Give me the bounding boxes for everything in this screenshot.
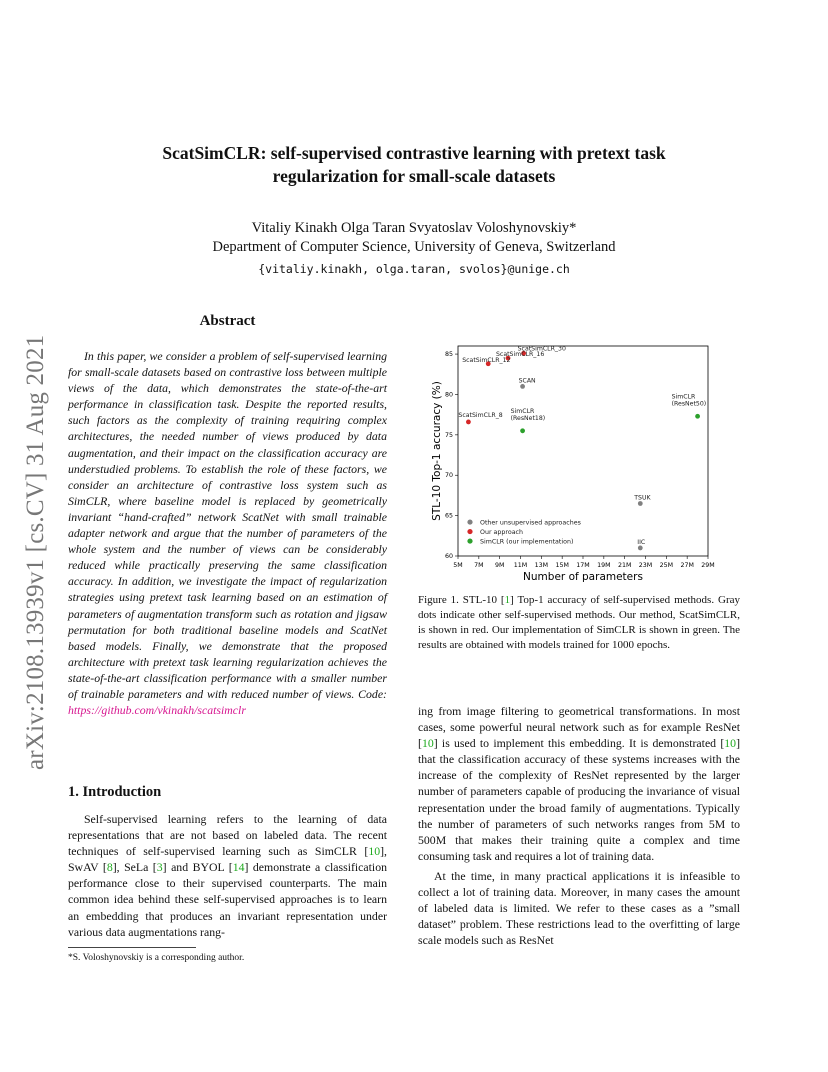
accuracy-scatter-chart	[418, 340, 748, 586]
point-label: ScatSimCLR_8	[458, 411, 503, 419]
x-tick-label: 7M	[474, 562, 484, 569]
x-tick-label: 9M	[494, 562, 505, 569]
intro-text: Self-supervised learning refers to the learning of data representations that are not based on labeled data. The recent techniques of self-supervised learning such as SimCLR [	[68, 812, 387, 859]
abstract-text	[68, 348, 387, 718]
point-label: IIC	[637, 538, 646, 546]
intro-text: ] demonstrate a classification performance close to their supervised counterparts. The main common idea behind these self-supervised approaches is to learn an embedding that produces an invariant representation under various data augmentations rang-	[68, 860, 388, 939]
x-tick-label: 27M	[680, 562, 694, 569]
body-text: ] is used to implement this embedding. It is demonstrated [	[433, 736, 725, 751]
footnote: *S. Voloshynovskiy is a corresponding author.	[68, 953, 245, 963]
paper-title	[0, 142, 828, 188]
x-tick-label: 15M	[555, 562, 569, 569]
x-tick-label: 23M	[638, 562, 653, 569]
data-point	[520, 428, 525, 433]
x-tick-label: 5M	[453, 562, 463, 569]
point-label: SimCLR	[671, 393, 696, 401]
body-text: ] that the classification accuracy of these systems increases with the increase of the complexity of ResNet represented by the larger number of parameters capable of producing the invariance of visual representation under the broad family of augmentations. Typically the number of parameters of such networks ranges from 5M to 500M that makes their training quite a complex and time consuming task and requires a lot of training data.	[418, 736, 740, 863]
abstract-body: In this paper, we consider a problem of self-supervised learning for small-scale datasets based on contrastive loss between multiple views of the data, which demonstrates the state-of-the-art performance in classification task. Despite the reported results, such factors as the complexity of training requiring complex architectures, the needed number of views produced by data augmentation, and their impact on the classification accuracy are understudied problems. To establish the role of these factors, we consider an architecture of contrastive loss system such as SimCLR, where baseline model is replaced by geometrically invariant “hand-crafted” network ScatNet with small trainable adapter network and argue that the number of parameters of the whole system and the number of views can be considerably reduced while practically preserving the same classification accuracy. In addition, we investigate the impact of regularization strategies using pretext task learning based on an estimation of parameters of augmentation transform such as rotation and jigsaw permutation for both traditional baseline models and ScatNet based models. Finally, we demonstrate that the proposed architecture with pretext task learning regularization achieves the state-of-the-art classification performance with a smaller number of trainable parameters and with reduced number of views. Code:	[68, 349, 387, 701]
y-axis-label: STL-10 Top-1 accuracy (%)	[431, 381, 443, 521]
figure-caption	[418, 593, 740, 653]
point-label: SimCLR	[510, 407, 535, 415]
x-tick-label: 19M	[597, 562, 611, 569]
citation-link[interactable]: 3	[156, 860, 163, 875]
x-tick-label: 21M	[617, 562, 632, 569]
data-point	[638, 501, 643, 506]
legend-marker	[467, 538, 472, 543]
title-line-1: ScatSimCLR: self-supervised contrastive learning with pretext task	[162, 143, 666, 163]
x-tick-label: 13M	[534, 562, 549, 569]
caption-text: Figure 1. STL-10 [	[418, 594, 505, 606]
point-label: (ResNet18)	[510, 414, 546, 422]
title-line-2: regularization for small-scale datasets	[272, 166, 556, 186]
citation-link[interactable]: 8	[106, 860, 113, 875]
intro-heading: 1. Introduction	[68, 784, 162, 800]
legend-marker	[467, 529, 472, 534]
x-tick-label: 25M	[659, 562, 674, 569]
x-tick-label: 29M	[701, 562, 715, 569]
point-label: ScatSimCLR_16	[496, 351, 545, 359]
y-tick-label: 75	[444, 431, 453, 439]
point-label: ScatSimCLR_12	[462, 356, 511, 364]
point-label: TSUK	[634, 494, 651, 502]
data-point	[466, 420, 471, 425]
legend-marker	[467, 519, 472, 524]
y-tick-label: 80	[444, 391, 453, 399]
legend-label: Other unsupervised approaches	[480, 519, 581, 527]
affiliation: Department of Computer Science, University of Geneva, Switzerland	[212, 239, 616, 255]
right-column-text	[418, 703, 740, 948]
citation-link[interactable]: 10	[421, 736, 434, 751]
point-label: ScatSimCLR_30	[517, 345, 566, 353]
intro-text: ], SeLa [	[112, 860, 157, 875]
abstract-heading: Abstract	[199, 313, 256, 329]
x-tick-label: 11M	[513, 562, 528, 569]
data-point	[520, 384, 525, 389]
citation-link[interactable]: 14	[232, 860, 245, 875]
caption-text: ] Top-1 accuracy of self-supervised methods. Gray dots indicate other self-supervised methods. Our method, ScatSimCLR, is shown in red. Our implementation of SimCLR is shown in green. The results are obtained with models trained for 1000 epochs.	[418, 594, 740, 651]
paragraph	[418, 703, 740, 864]
y-tick-label: 85	[444, 351, 453, 359]
legend-label: Our approach	[480, 528, 524, 536]
x-axis-label: Number of parameters	[523, 571, 643, 583]
y-tick-label: 60	[444, 553, 453, 560]
data-point	[638, 546, 643, 551]
intro-text: ] and BYOL [	[162, 860, 233, 875]
citation-link[interactable]: 10	[368, 844, 381, 859]
body-text: ing from image filtering to geometrical transformations. In most cases, some powerful neural network such as for example ResNet [	[418, 704, 740, 751]
point-label: (ResNet50)	[671, 400, 707, 408]
paragraph: At the time, in many practical applications it is infeasible to collect a lot of training data. Moreover, in many cases the amount of labeled data is limited. We refer to these cases as a ”small dataset” problem. These restrictions lead to the overfitting of large scale models such as ResNet	[418, 868, 740, 948]
point-label: SCAN	[518, 377, 536, 385]
arxiv-stamp: arXiv:2108.13939v1 [cs.CV] 31 Aug 2021	[22, 334, 49, 770]
code-link[interactable]: https://github.com/vkinakh/scatsimclr	[68, 703, 246, 718]
x-tick-label: 17M	[576, 562, 590, 569]
data-point	[695, 414, 700, 419]
y-tick-label: 65	[444, 512, 453, 520]
footnote-rule	[68, 947, 196, 948]
citation-link[interactable]: 10	[724, 736, 737, 751]
citation-link[interactable]: 1	[504, 594, 511, 606]
intro-paragraph	[68, 811, 387, 940]
intro-text: ], SwAV [	[68, 844, 387, 875]
email: {vitaliy.kinakh, olga.taran, svolos}@unige.ch	[258, 262, 570, 276]
authors: Vitaliy Kinakh Olga Taran Svyatoslav Voloshynovskiy*	[251, 220, 577, 236]
y-tick-label: 70	[444, 472, 453, 480]
legend-label: SimCLR (our implementation)	[480, 538, 574, 546]
